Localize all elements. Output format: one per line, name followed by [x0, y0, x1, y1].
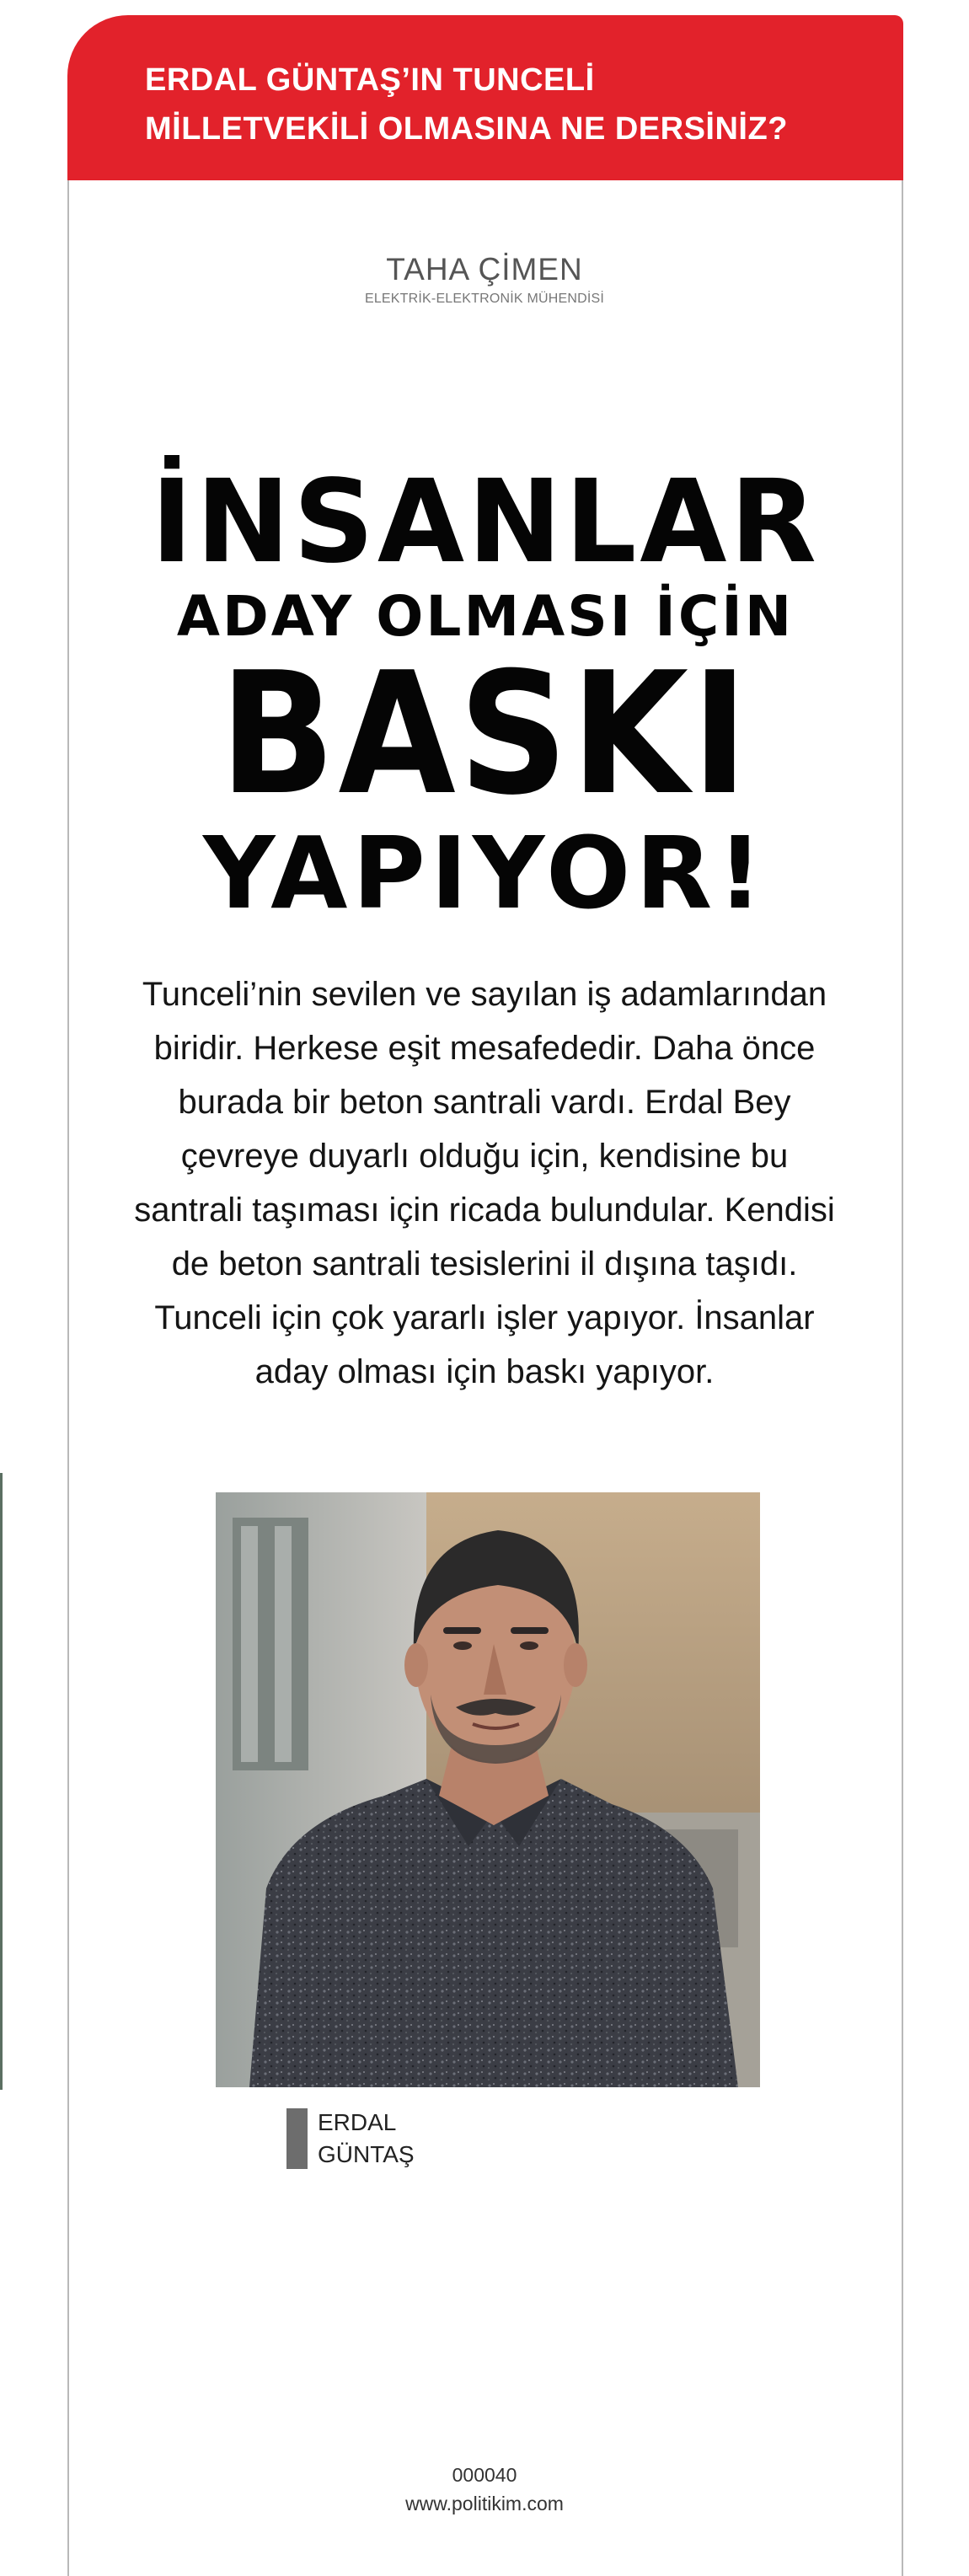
caption-line-2: GÜNTAŞ: [318, 2141, 415, 2167]
header-title-line-1: ERDAL GÜNTAŞ’IN TUNCELİ: [145, 62, 595, 98]
portrait-photo: [216, 1492, 760, 2087]
caption-line-1: ERDAL: [318, 2109, 397, 2135]
article-body: Tunceli’nin sevilen ve sayılan iş adamlarından biridir. Herkese eşit mesafededir. Daha önce burada bir beton santrali vardı. Erdal Bey çevreye duyarlı olduğu için, kendisine bu santrali taşıması için ricada bulundular. Kendisi de beton santrali tesislerini il dışına taşıdı. Tunceli için çok yararlı işler yapıyor. İnsanlar aday olması için baskı yapıyor.: [134, 976, 835, 1390]
headline: [67, 456, 903, 931]
edge-strip: [0, 1473, 3, 2090]
photo-caption: [318, 2107, 415, 2171]
header-title-line-2: MİLLETVEKİLİ OLMASINA NE DERSİNİZ?: [145, 111, 788, 147]
page-footer: [0, 2461, 969, 2518]
headline-line-3: BASKI: [219, 636, 752, 833]
headline-line-4: YAPIYOR!: [202, 815, 768, 931]
page-code: 000040: [452, 2464, 517, 2486]
website-link[interactable]: www.politikim.com: [405, 2493, 564, 2514]
author-role: ELEKTRİK-ELEKTRONİK MÜHENDİSİ: [364, 292, 605, 306]
headline-line-2: ADAY OLMASI İÇİN: [176, 584, 795, 649]
headline-line-1: İNSANLAR: [151, 456, 820, 589]
header-banner: [67, 15, 903, 180]
header-title: [145, 56, 903, 153]
author-block: [0, 251, 969, 308]
caption-marker: [286, 2108, 308, 2169]
author-name: TAHA ÇİMEN: [386, 252, 583, 287]
portrait-image: [216, 1492, 760, 2087]
